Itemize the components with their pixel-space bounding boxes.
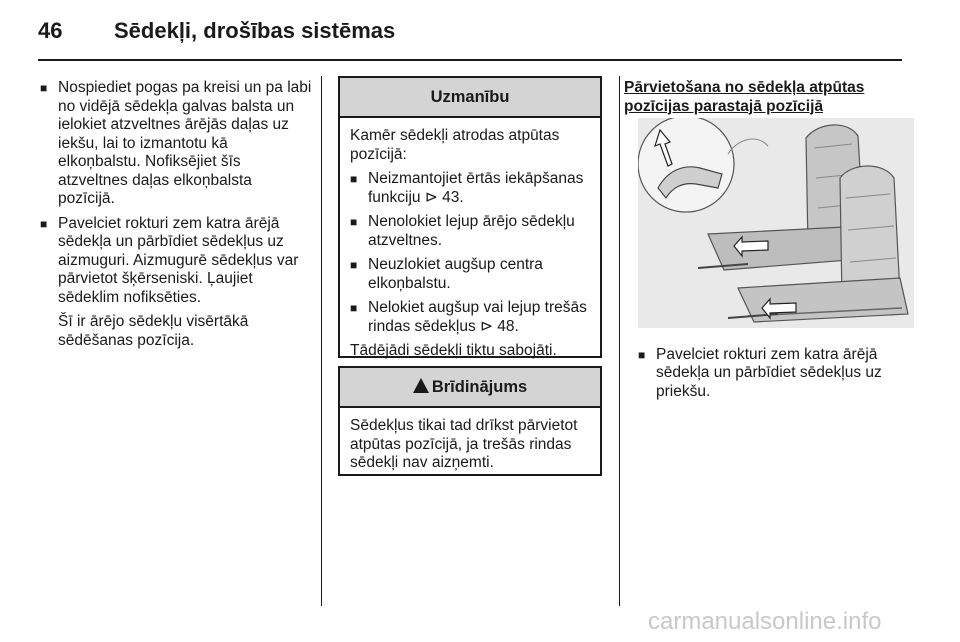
list-item: ■ Nelokiet augšup vai lejup trešās rindas sēdekļus ⊳ 48. <box>350 299 590 336</box>
header-divider <box>38 59 902 61</box>
page-header <box>38 18 908 50</box>
watermark: carmanualsonline.info <box>648 608 882 635</box>
section-title: Pārvietošana no sēdekļa atpūtas pozīcijas parastajā pozīcijā <box>624 79 865 115</box>
caution-outro: Tādējādi sēdekļi tiktu sabojāti. <box>350 342 557 359</box>
list-item: ■ Neuzlokiet augšup centra elkoņbalstu. <box>350 256 590 293</box>
warning-box <box>338 366 602 476</box>
column-divider-2 <box>619 76 620 606</box>
column-divider-1 <box>321 76 322 606</box>
caution-body <box>340 118 600 375</box>
right-column <box>624 79 904 407</box>
warning-icon <box>413 378 429 393</box>
left-column <box>40 79 312 350</box>
warning-text: Sēdekļus tikai tad drīkst pārvietot atpūtas pozīcijā, ja trešās rindas sēdekļi nav aizņemti. <box>350 417 578 471</box>
caution-heading: Uzmanību <box>340 78 600 118</box>
seat-illustration <box>638 118 914 328</box>
list-item: ■ Nospiediet pogas pa kreisi un pa labi no vidējā sēdekļa galvas balsta un ielokiet atzveltnes ārējās daļas uz iekšu, lai to izmantotu kā elkoņbalstu. Nofiksējiet šīs atzveltnes daļas elkoņbalsta pozīcijā. <box>40 79 312 209</box>
list-item: ■ Pavelciet rokturi zem katra ārējā sēdekļa un pārbīdiet sēdekļus uz aizmuguri. Aizmugurē sēdekļus var pārvietot šķērseniski. Ļaujiet sēdeklim nofiksēties. <box>40 215 312 308</box>
page-number: 46 <box>38 18 63 43</box>
warning-heading: Brīdinājums <box>431 378 528 396</box>
list-item: ■ Neizmantojiet ērtās iekāpšanas funkciju ⊳ 43. <box>350 170 590 207</box>
comfort-note: Šī ir ārējo sēdekļu visērtākā sēdēšanas pozīcija. <box>58 313 249 349</box>
caution-box <box>338 76 602 358</box>
caution-intro: Kamēr sēdekļi atrodas atpūtas pozīcijā: <box>350 127 560 163</box>
warning-heading-row <box>340 368 600 408</box>
list-item: ■ Nenolokiet lejup ārējo sēdekļu atzveltnes. <box>350 213 590 250</box>
list-item: ■ Pavelciet rokturi zem katra ārējā sēdekļa un pārbīdiet sēdekļus uz priekšu. <box>624 346 904 402</box>
page-title: Sēdekļi, drošības sistēmas <box>114 18 396 43</box>
